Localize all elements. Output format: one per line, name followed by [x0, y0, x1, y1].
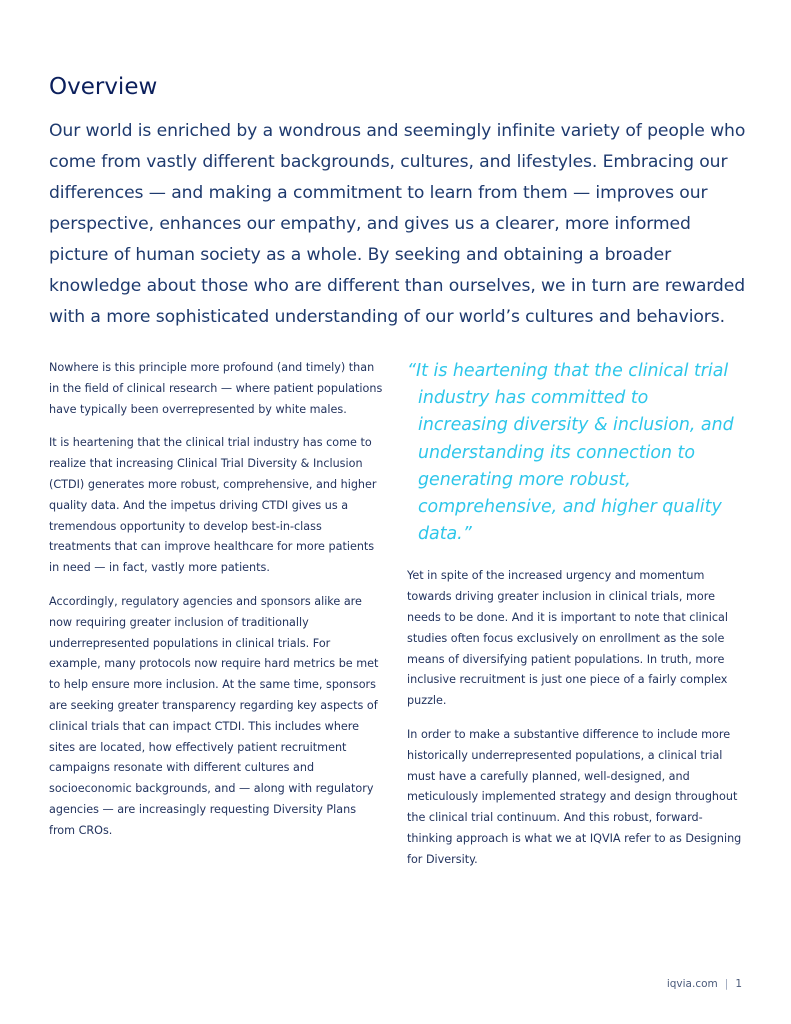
body-paragraph: It is heartening that the clinical trial industry has come to realize that increasing Clinical Trial Diversity & Inclusion (CTDI) generates more robust, comprehensive, and higher quality data. And the impetus driving CTDI gives us a tremendous opportunity to develop best-in-class treatments that can improve healthcare for more patients in need — in fact, vastly more patients. — [49, 436, 377, 575]
pull-quote: “It is heartening that the clinical trial industry has committed to increasing diversity & inclusion, and understanding its connection to generating more robust, comprehensive, and higher quality data.” — [407, 361, 734, 545]
page-title: Overview — [49, 74, 158, 100]
page-footer — [667, 978, 742, 990]
footer-separator: | — [724, 978, 729, 990]
body-paragraph: In order to make a substantive difference to include more historically underrepresented populations, a clinical trial must have a carefully planned, well-designed, and meticulously implemented strategy and design throughout the clinical trial continuum. And this robust, forward-thinking approach is what we at IQVIA refer to as Designing for Diversity. — [407, 728, 742, 866]
left-column — [49, 358, 385, 855]
footer-link[interactable]: iqvia.com — [666, 978, 718, 990]
body-paragraph: Yet in spite of the increased urgency and momentum towards driving greater inclusion in clinical trials, more needs to be done. And it is important to note that clinical studies often focus exclusively on enrollment as the sole means of diversifying patient populations. In truth, more inclusive recruitment is just one piece of a fairly complex puzzle. — [407, 569, 728, 708]
page-number: 1 — [735, 978, 742, 990]
intro-paragraph: Our world is enriched by a wondrous and seemingly infinite variety of people who come from vastly different backgrounds, cultures, and lifestyles. Embracing our differences — and making a commitment to learn from them — improves our perspective, enhances our empathy, and gives us a clearer, more informed picture of human society as a whole. By seeking and obtaining a broader knowledge about those who are different than ourselves, we in turn are rewarded with a more sophisticated understanding of our world’s cultures and behaviors. — [49, 121, 746, 327]
body-paragraph: Nowhere is this principle more profound (and timely) than in the field of clinical research — where patient populations have typically been overrepresented by white males. — [49, 361, 383, 416]
right-column — [407, 358, 743, 884]
body-paragraph: Accordingly, regulatory agencies and sponsors alike are now requiring greater inclusion of traditionally underrepresented populations in clinical trials. For example, many protocols now require hard metrics be met to help ensure more inclusion. At the same time, sponsors are seeking greater transparency regarding key aspects of clinical trials that can impact CTDI. This includes where sites are located, how effectively patient recruitment campaigns resonate with different cultures and socioeconomic backgrounds, and — along with regulatory agencies — are increasingly requesting Diversity Plans from CROs. — [49, 594, 379, 837]
